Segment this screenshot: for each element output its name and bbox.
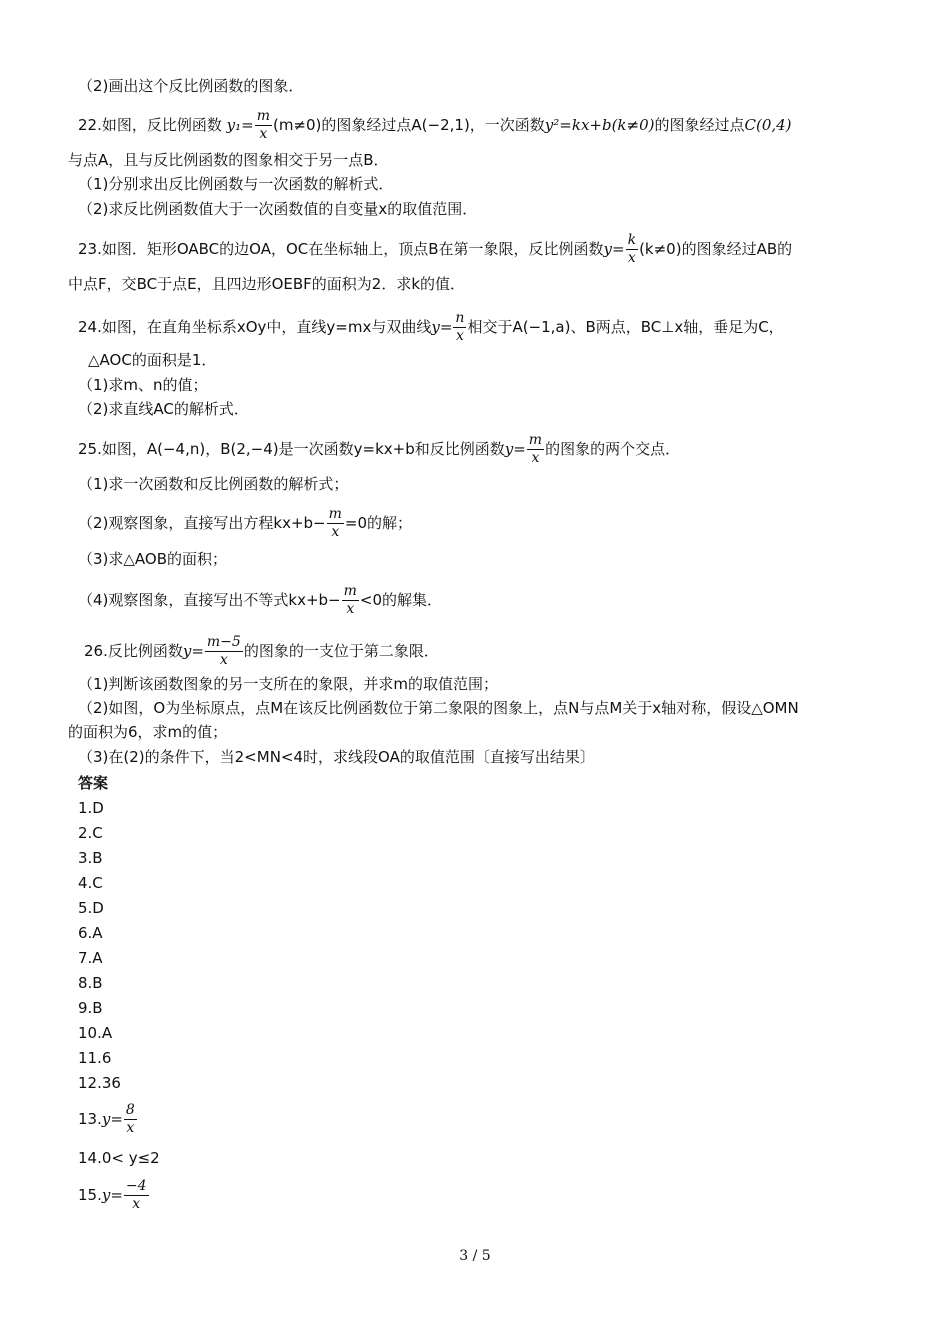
q25c-suffix: =0的解； [344,514,413,532]
q24-line2: △AOC的面积是1． [88,351,217,369]
answer-13-num: 8 [125,1102,135,1118]
q22-linear: y²=kx+b(k≠0) [544,116,655,134]
q26-part2: （2)如图，O为坐标原点，点M在该反比例函数位于第二象限的图象上，点N与点M关于x轴对称，假设△OMN [78,699,799,717]
answer-12: 12.36 [78,1074,121,1092]
answer-15-den: x [132,1196,141,1212]
q25-part3: （3)求△AOB的面积； [78,550,228,568]
answer-13-number: 13. [78,1110,102,1128]
q25-fraction-lhs: y= [504,440,526,458]
q23-fraction-lhs: y= [603,240,625,258]
q25e-suffix: <0的解集． [359,591,443,609]
q22-point-c: C(0,4) [744,116,792,134]
q25c-prefix: （2)观察图象，直接写出方程kx+b− [78,514,326,532]
answer-15-lhs: y= [101,1186,123,1204]
q25-frac-den: x [531,450,540,466]
q25-part4 [78,583,442,618]
answer-13-lhs: y= [101,1110,123,1128]
q22-part1: （1)分别求出反比例函数与一次函数的解析式． [78,175,394,193]
answer-13 [78,1102,138,1137]
q26-part2-cont: 的面积为6，求m的值； [68,723,228,741]
q21-part2: （2)画出这个反比例函数的图象． [78,77,304,95]
q26-line1 [84,634,439,669]
answer-8: 8.B [78,974,103,992]
answer-15-fraction [124,1178,149,1213]
q26-fraction [205,634,243,669]
q22-line2: 与点A，且与反比例函数的图象相交于另一点B． [68,151,389,169]
q25e-frac-num: m [343,583,357,599]
answer-1: 1.D [78,799,104,817]
answer-14: 14.0< y≤2 [78,1149,160,1167]
q23-frac-den: x [627,250,636,266]
q25e-fraction [342,583,359,618]
q25-line1 [78,432,680,467]
q23-line1 [78,232,792,267]
q22-mid1: (m≠0)的图象经过点 [272,116,412,134]
q24-suffix: 相交于A(−1,a)、B两点，BC⊥x轴，垂足为C， [467,318,784,336]
q22-mid2: A(−2,1)，一次函数 [411,116,545,134]
answer-15-num: −4 [125,1178,147,1194]
q26-prefix: 26.反比例函数 [84,642,183,660]
q25c-frac-den: x [331,524,340,540]
q25c-fraction [327,506,344,541]
q24-line1 [78,310,784,345]
q24-fraction-lhs: y= [431,318,453,336]
q25-frac-num: m [528,432,543,448]
q22-frac-den: x [259,126,268,142]
answer-5: 5.D [78,899,104,917]
q22-fraction [255,108,272,143]
q26-fraction-lhs: y= [182,642,204,660]
q26-frac-den: x [219,652,228,668]
q24-prefix: 24.如图，在直角坐标系xOy中，直线y=mx与双曲线 [78,318,432,336]
q26-frac-num: m−5 [206,634,241,650]
q24-part2: （2)求直线AC的解析式． [78,400,249,418]
q25c-frac-num: m [328,506,342,522]
q26-suffix: 的图象的一支位于第二象限． [243,642,439,660]
answer-11: 11.6 [78,1049,112,1067]
q25-fraction [527,432,544,467]
q23-fraction [626,232,638,267]
q23-line2: 中点F，交BC于点E，且四边形OEBF的面积为2．求k的值． [68,275,466,293]
q26-part1: （1)判断该函数图象的另一支所在的象限，并求m的取值范围； [78,675,499,693]
q22-mid3: 的图象经过点 [654,116,745,134]
answer-7: 7.A [78,949,103,967]
q24-frac-num: n [455,310,465,326]
q24-fraction [453,310,466,345]
answer-15 [78,1178,150,1213]
q23-frac-num: k [627,232,637,248]
answer-2: 2.C [78,824,103,842]
q22-line1 [78,108,792,143]
q25-part2 [78,506,412,541]
q25-part1: （1)求一次函数和反比例函数的解析式； [78,475,349,493]
q23-prefix: 23.如图．矩形OABC的边OA，OC在坐标轴上，顶点B在第一象限，反比例函数 [78,240,604,258]
q22-frac-num: m [256,108,270,124]
q25e-frac-den: x [346,601,355,617]
q25-prefix: 25.如图，A(−4,n)，B(2,−4)是一次函数y=kx+b和反比例函数 [78,440,505,458]
q23-suffix: (k≠0)的图象经过AB的 [639,240,793,258]
answer-15-number: 15. [78,1186,102,1204]
answer-13-fraction [124,1102,137,1137]
q24-part1: （1)求m、n的值； [78,376,208,394]
answer-3: 3.B [78,849,103,867]
answer-6: 6.A [78,924,103,942]
q24-frac-den: x [455,328,464,344]
q22-fraction-lhs: y₁= [226,116,254,134]
q26-part3: （3)在(2)的条件下，当2<MN<4时，求线段OA的取值范围〔直接写出结果〕 [78,748,595,766]
answer-4: 4.C [78,874,103,892]
answer-9: 9.B [78,999,103,1017]
q22-part2: （2)求反比例函数值大于一次函数值的自变量x的取值范围． [78,200,478,218]
answer-10: 10.A [78,1024,113,1042]
q22-prefix: 22.如图，反比例函数 [78,116,227,134]
page-number: 3 / 5 [459,1248,491,1264]
q25e-prefix: （4)观察图象，直接写出不等式kx+b− [78,591,341,609]
answer-13-den: x [126,1120,135,1136]
answers-heading: 答案 [78,774,109,792]
q25-suffix: 的图象的两个交点． [545,440,681,458]
